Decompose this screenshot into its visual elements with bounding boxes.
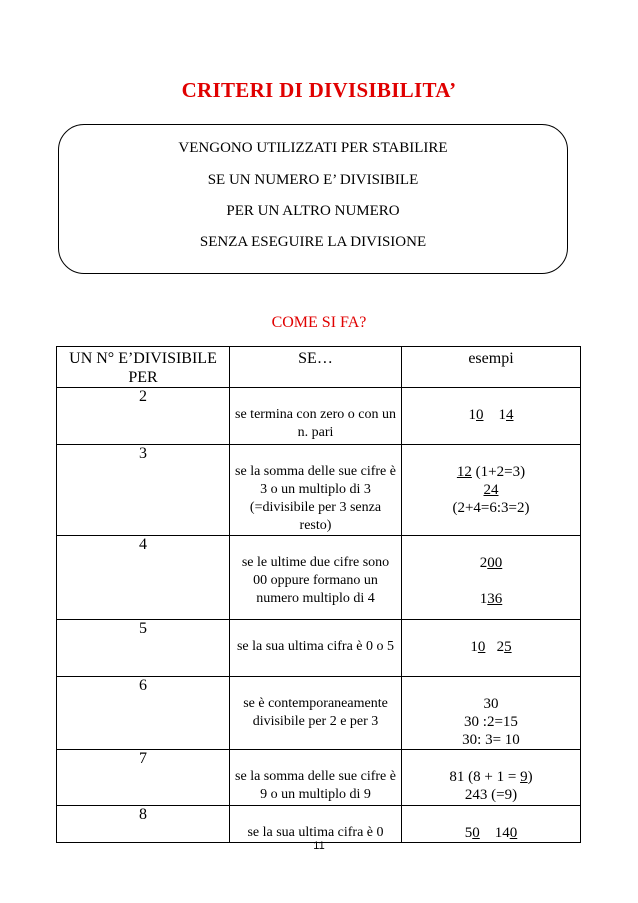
example-text: 81 (8 + 1 = <box>449 769 521 785</box>
table-row <box>57 620 581 677</box>
example-line <box>402 590 580 608</box>
example-line <box>402 713 580 731</box>
section-subtitle: COME SI FA? <box>271 314 367 331</box>
example-underlined-digits: 24 <box>483 482 499 498</box>
example-underlined-digits: 0 <box>477 639 486 655</box>
intro-line: VENGONO UTILIZZATI PER STABILIRE <box>178 140 448 156</box>
example-line <box>402 695 580 713</box>
header-divisor: UN N° E’DIVISIBILE PER <box>57 347 230 388</box>
example-text: (1+2=3) <box>471 464 526 480</box>
example-underlined-digits: 0 <box>509 825 518 841</box>
table-row <box>57 445 581 536</box>
divisor-cell: 3 <box>57 445 230 536</box>
table-row <box>57 806 581 843</box>
condition-cell: se la sua ultima cifra è 0 <box>230 806 402 843</box>
condition-cell: se la somma delle sue cifre è 9 o un multiplo di 9 <box>230 750 402 806</box>
table-row <box>57 677 581 750</box>
table-header-row <box>57 347 581 388</box>
example-underlined-digits: 36 <box>487 591 503 607</box>
table-row <box>57 388 581 445</box>
example-text: 14 <box>479 825 510 841</box>
example-underlined-digits: 5 <box>504 639 512 655</box>
condition-cell: se le ultime due cifre sono 00 oppure formano un numero multiplo di 4 <box>230 536 402 620</box>
example-text <box>489 573 493 589</box>
table-row <box>57 536 581 620</box>
example-line <box>402 786 580 804</box>
divisibility-table <box>56 346 581 843</box>
page-number: 11 <box>313 840 325 852</box>
examples-cell <box>402 536 581 620</box>
example-line <box>402 463 580 481</box>
example-line <box>402 499 580 517</box>
header-examples: esempi <box>402 347 581 388</box>
example-underlined-digits: 00 <box>487 555 503 571</box>
examples-cell <box>402 445 581 536</box>
example-line <box>402 731 580 749</box>
example-line <box>402 768 580 786</box>
example-line <box>402 554 580 572</box>
condition-cell: se termina con zero o con un n. pari <box>230 388 402 445</box>
example-text: ) <box>527 769 533 785</box>
example-text: 5 <box>464 825 473 841</box>
divisor-cell: 2 <box>57 388 230 445</box>
intro-line: PER UN ALTRO NUMERO <box>226 203 400 219</box>
example-line <box>402 406 580 424</box>
example-underlined-digits: 9 <box>520 769 528 785</box>
divisor-cell: 4 <box>57 536 230 620</box>
examples-cell <box>402 806 581 843</box>
examples-cell <box>402 388 581 445</box>
example-text: 30 :2=15 <box>464 714 518 730</box>
example-text: (2+4=6:3=2) <box>452 500 530 516</box>
example-underlined-digits: 0 <box>476 407 484 423</box>
divisor-cell: 7 <box>57 750 230 806</box>
examples-cell <box>402 750 581 806</box>
example-text: 30: 3= 10 <box>462 732 520 748</box>
divisor-cell: 6 <box>57 677 230 750</box>
example-line <box>402 572 580 590</box>
page-title: CRITERI DI DIVISIBILITA’ <box>181 78 457 102</box>
example-text: 1 <box>479 591 488 607</box>
examples-cell <box>402 677 581 750</box>
example-underlined-digits: 4 <box>506 407 514 423</box>
divisor-cell: 8 <box>57 806 230 843</box>
intro-line: SE UN NUMERO E’ DIVISIBILE <box>207 172 419 188</box>
condition-cell: se è contemporaneamente divisibile per 2 e per 3 <box>230 677 402 750</box>
example-line <box>402 638 580 656</box>
condition-cell: se la somma delle sue cifre è 3 o un multiplo di 3 (=divisibile per 3 senza resto) <box>230 445 402 536</box>
example-text: 2 <box>485 639 505 655</box>
header-condition: SE… <box>230 347 402 388</box>
example-text: 1 <box>470 639 478 655</box>
divisor-cell: 5 <box>57 620 230 677</box>
examples-cell <box>402 620 581 677</box>
intro-line: SENZA ESEGUIRE LA DIVISIONE <box>199 234 427 250</box>
example-text: 1 <box>468 407 476 423</box>
example-underlined-digits: 12 <box>456 464 472 480</box>
example-text: 243 (=9) <box>464 787 518 803</box>
example-text: 30 <box>483 696 499 712</box>
condition-cell: se la sua ultima cifra è 0 o 5 <box>230 620 402 677</box>
example-underlined-digits: 0 <box>472 825 480 841</box>
example-line <box>402 481 580 499</box>
example-text: 2 <box>479 555 488 571</box>
table-row <box>57 750 581 806</box>
example-text: 1 <box>483 407 506 423</box>
